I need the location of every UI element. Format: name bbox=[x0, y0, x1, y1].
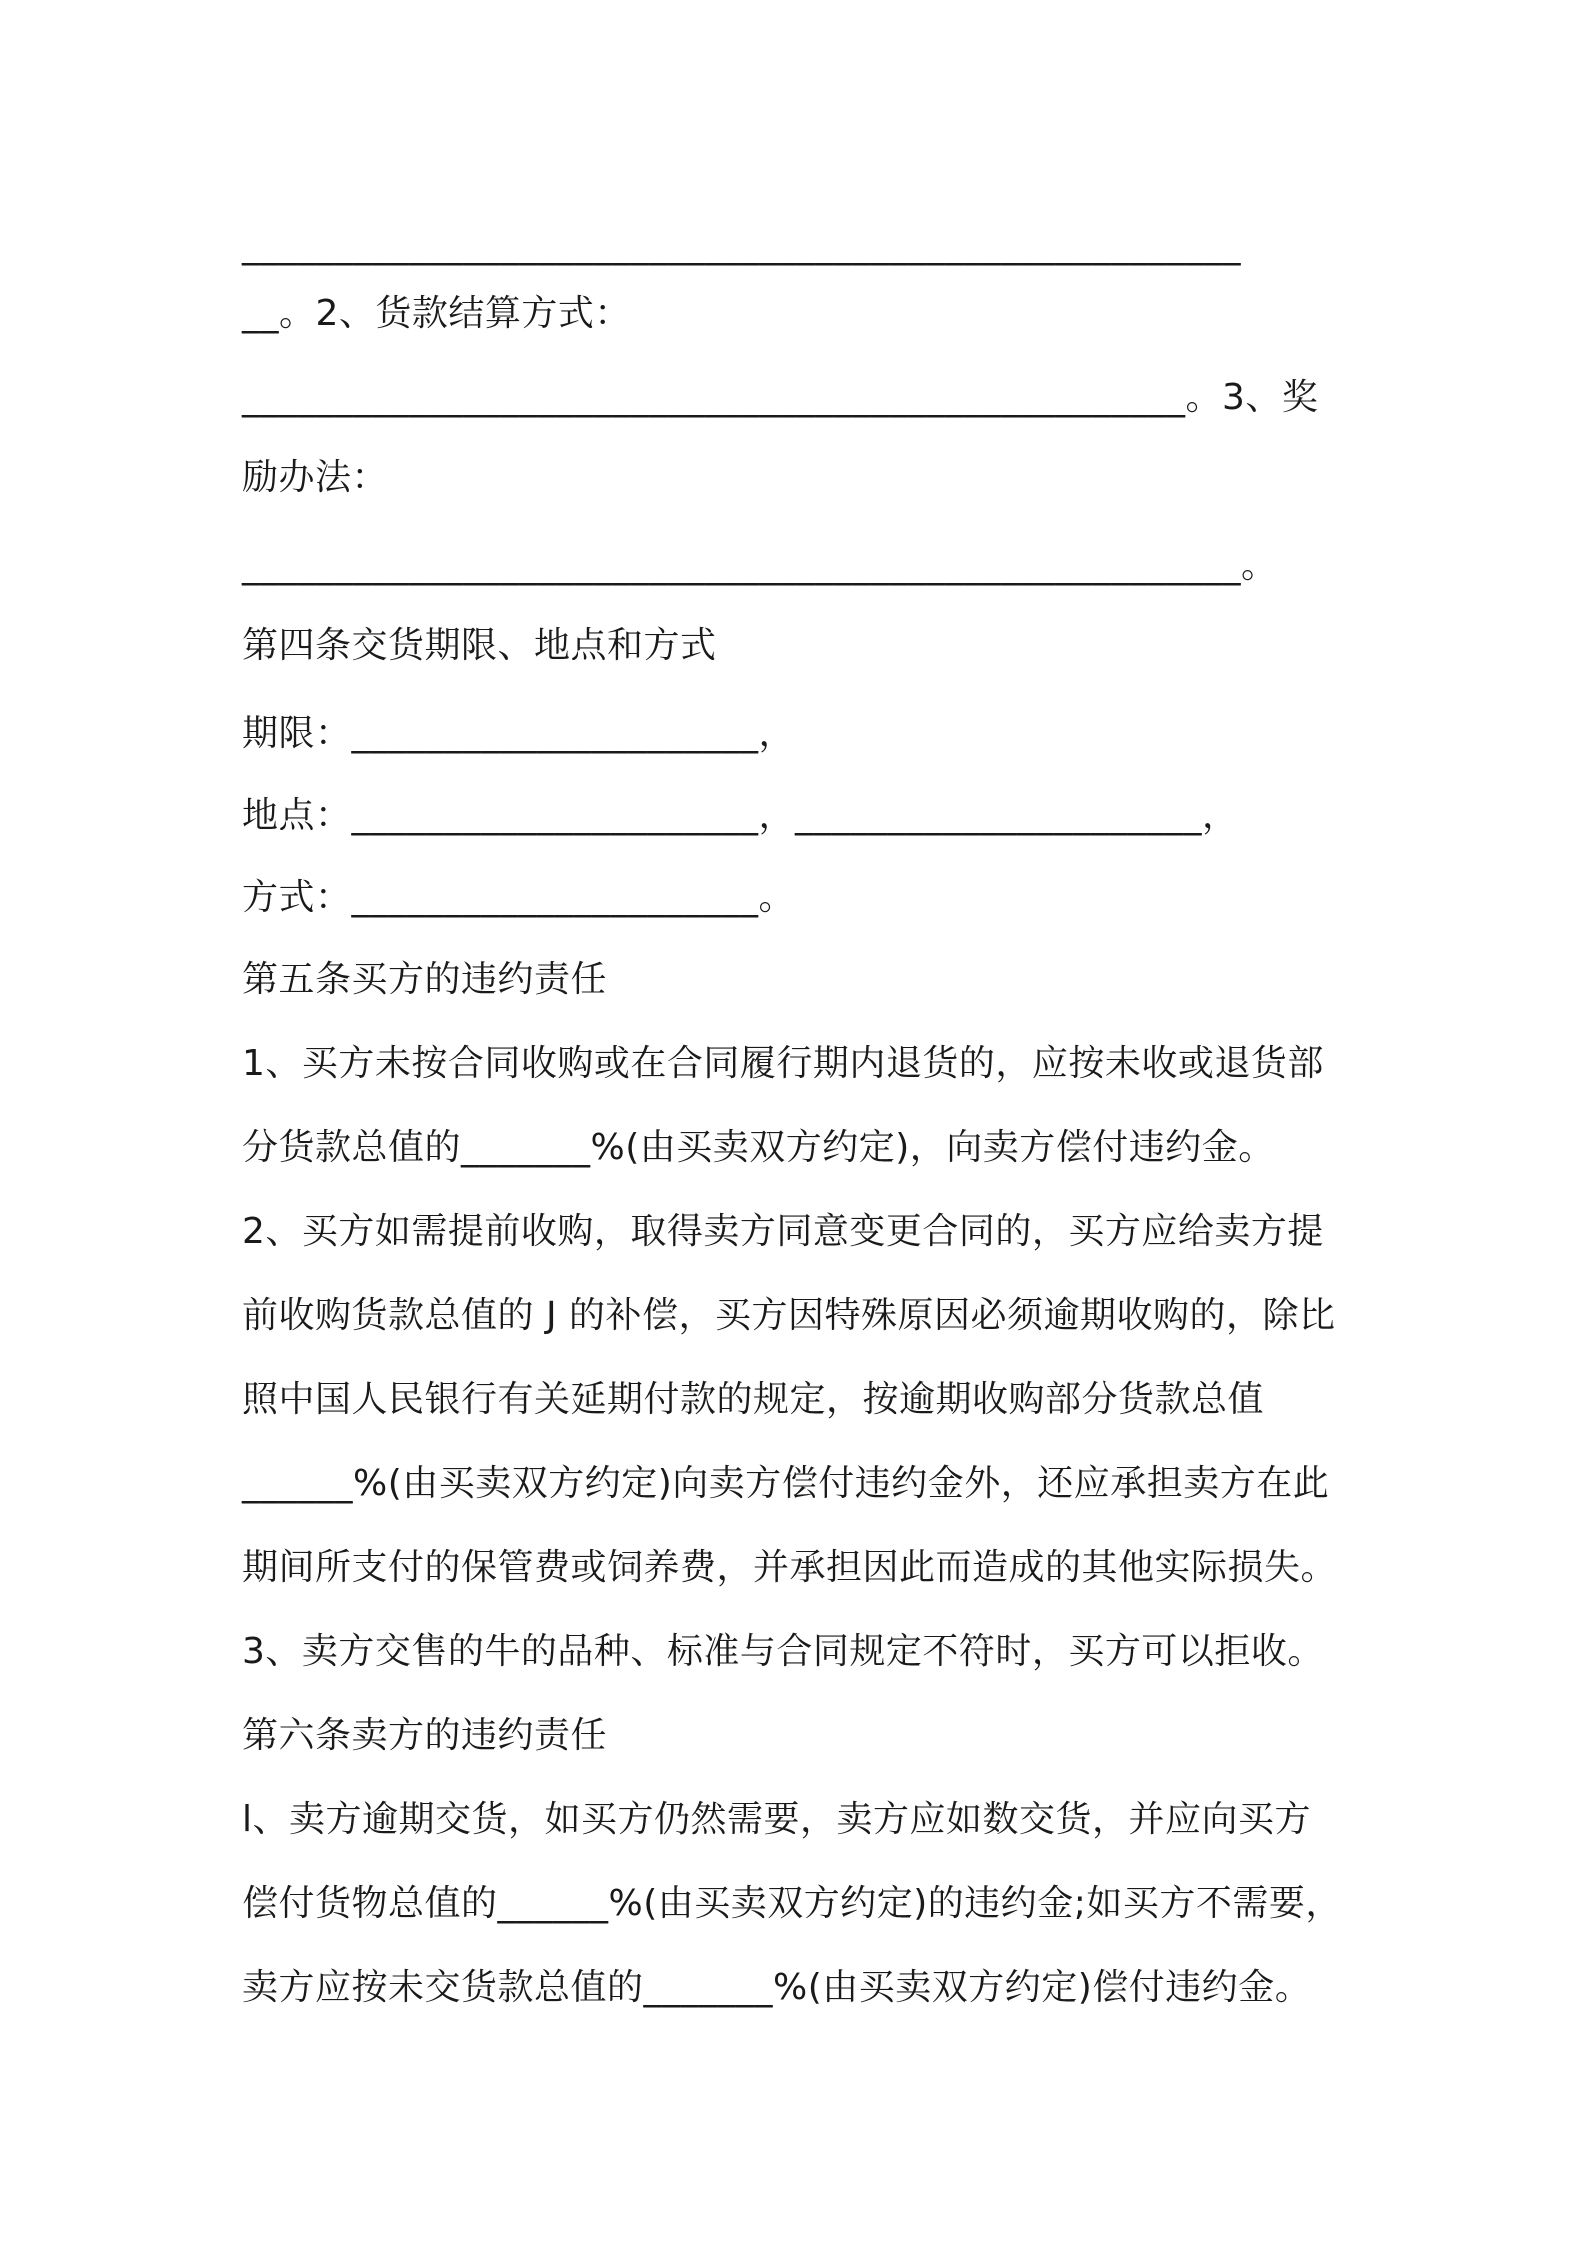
article-6-clause-1-line-2: 偿付货物总值的______%(由买卖双方约定)的违约金;如买方不需要， bbox=[242, 1883, 1342, 1924]
blank-line-2: ______________________________________________________。 bbox=[242, 545, 1278, 586]
article-5-clause-2-line-2: 前收购货款总值的 J 的补偿，买方因特殊原因必须逾期收购的，除比 bbox=[242, 1295, 1336, 1336]
method-line: 方式：______________________。 bbox=[242, 877, 796, 918]
article-4-heading: 第四条交货期限、地点和方式 bbox=[242, 625, 717, 666]
reward-line-end: 励办法： bbox=[242, 457, 389, 498]
deadline-line: 期限：______________________， bbox=[242, 713, 796, 754]
article-5-clause-2-line-3: 照中国人民银行有关延期付款的规定，按逾期收购部分货款总值 bbox=[242, 1379, 1265, 1420]
article-5-clause-3: 3、卖方交售的牛的品种、标准与合同规定不符时，买方可以拒收。 bbox=[242, 1631, 1324, 1672]
article-6-clause-1-line-1: l、卖方逾期交货，如买方仍然需要，卖方应如数交货，并应向买方 bbox=[242, 1799, 1312, 1840]
article-5-clause-2-line-4: ______%(由买卖双方约定)向卖方偿付违约金外，还应承担卖方在此 bbox=[242, 1463, 1330, 1504]
article-6-clause-1-line-3: 卖方应按未交货款总值的_______%(由买卖双方约定)偿付违约金。 bbox=[242, 1967, 1312, 2008]
article-5-clause-2-line-5: 期间所支付的保管费或饲养费，并承担因此而造成的其他实际损失。 bbox=[242, 1547, 1338, 1588]
reward-line-start: ___________________________________________________。3、奖 bbox=[242, 377, 1319, 418]
article-5-clause-1-line-2: 分货款总值的_______%(由买卖双方约定)，向卖方偿付违约金。 bbox=[242, 1127, 1275, 1168]
article-6-heading: 第六条卖方的违约责任 bbox=[242, 1715, 608, 1756]
blank-line-1: ______________________________________________________ bbox=[242, 225, 1241, 266]
payment-method-line: __。2、货款结算方式： bbox=[242, 293, 631, 334]
article-5-clause-2-line-1: 2、买方如需提前收购，取得卖方同意变更合同的，买方应给卖方提 bbox=[242, 1211, 1324, 1252]
article-5-heading: 第五条买方的违约责任 bbox=[242, 959, 608, 1000]
article-5-clause-1-line-1: 1、买方未按合同收购或在合同履行期内退货的，应按未收或退货部 bbox=[242, 1043, 1324, 1084]
location-line: 地点：______________________，______________________， bbox=[242, 795, 1239, 836]
